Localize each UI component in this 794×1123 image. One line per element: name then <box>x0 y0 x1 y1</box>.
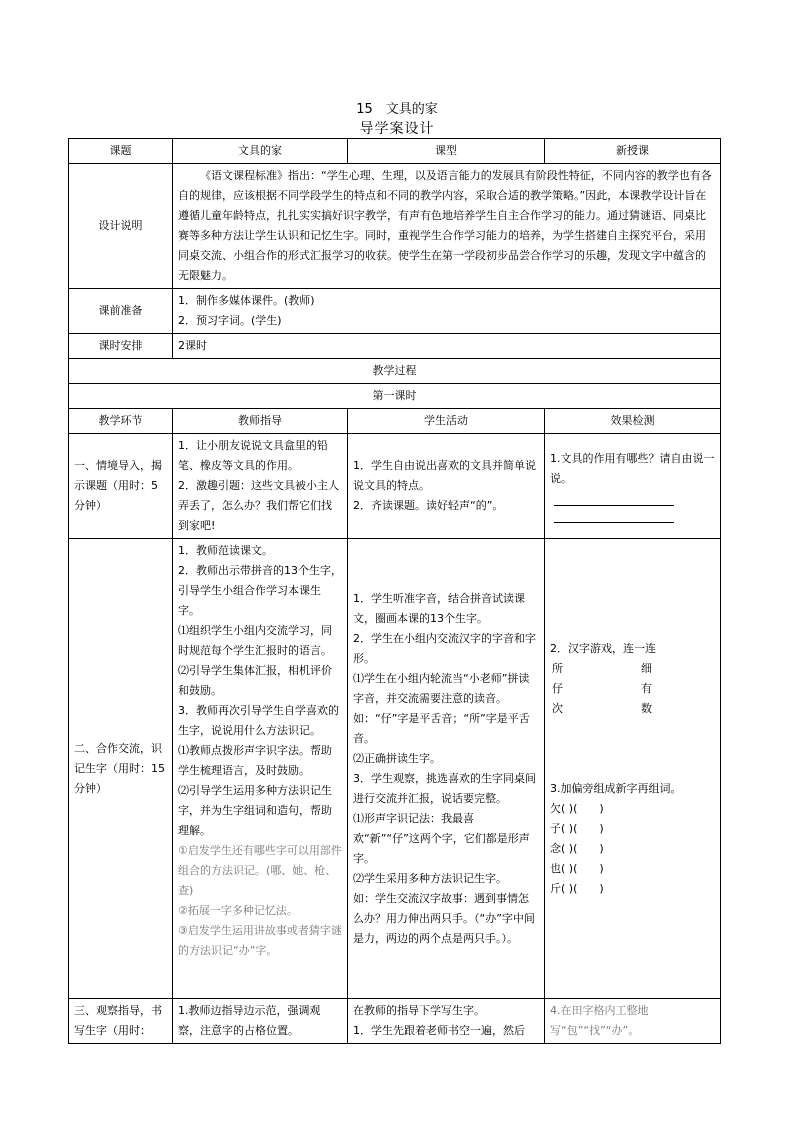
header-type-label: 课型 <box>348 139 545 164</box>
stage2-teacher <box>173 539 348 999</box>
process-title: 教学过程 <box>69 359 721 384</box>
matching-pair <box>550 699 652 719</box>
lesson1-title: 第一课时 <box>69 384 721 409</box>
prep-label: 课前准备 <box>69 289 173 334</box>
matching-pair <box>550 679 652 699</box>
stage3-row <box>69 999 721 1044</box>
match-right: 数 <box>641 701 652 715</box>
stage2-teacher-item: ②拓展一字多种记忆法。 <box>178 904 298 917</box>
match-left: 仔 <box>552 681 563 695</box>
stage2-student-item: 1．学生听准字音，结合拼音试读课文，圈画本课的13个生字。 <box>353 591 525 625</box>
lesson-plan-table <box>68 138 721 1044</box>
header-topic-label: 课题 <box>69 139 173 164</box>
stage2-student-item: ⑴形声字识记法：我最喜欢“新”“仔”这两个字，它们都是形声字。 <box>353 811 530 865</box>
stage1-label: 一、情境导入，揭示课题（用时：5分钟） <box>69 434 173 539</box>
lesson-subtitle: 导学案设计 <box>359 121 435 137</box>
match-left: 所 <box>552 661 563 675</box>
stage2-student-item: 如：学生交流汉字故事：遇到事情怎么办？用力伸出两只手。（“办”字中间是力，两边的两个点是两只手。）。 <box>353 891 535 945</box>
stage3-student-intro: 在教师的指导下学写生字。 <box>353 1004 485 1017</box>
stage1-student-item: 2．齐读课题。读好轻声“的”。 <box>353 499 504 512</box>
radical-exercise-title: 3.加偏旁组成新字再组词。 <box>550 781 682 795</box>
answer-line <box>554 497 674 506</box>
stage3-student <box>348 999 545 1044</box>
prep-items <box>173 289 721 334</box>
process-title-row <box>69 359 721 384</box>
column-header-row <box>69 409 721 434</box>
design-label: 设计说明 <box>69 164 173 289</box>
stage2-student-item: ⑴学生在小组内轮流当“小老师”拼读字音，并交流需要注意的读音。如：“仔”字是平舌音；“所”字是平舌音。 <box>353 671 530 745</box>
stage2-teacher-item: 1．教师范读课文。 <box>178 544 273 557</box>
col-stage: 教学环节 <box>69 409 173 434</box>
design-text: 《语文课程标准》指出：“学生心理、生理，以及语言能力的发展具有阶段性特征，不同内容的教学也有各自的规律，应该根据不同学段学生的特点和不同的教学内容，采取合适的教学策略。”因此，本课教学设计旨在遵循儿童年龄特点，扎扎实实搞好识字教学，有声有色地培养学生自主合作学习的能力。通过猜谜语、同桌比赛等多种方法让学生认识和记忆生字。同时，重视学生合作学习能力的培养，为学生搭建自主探究平台，采用同桌交流、小组合作的形式汇报学习的收获。使学生在第一学段初步品尝合作学习的乐趣，发现文字中蕴含的无限魅力。 <box>173 164 721 289</box>
stage2-teacher-item: ⑴教师点拨形声字识字法。帮助学生梳理语言，及时鼓励。 <box>178 744 332 777</box>
stage2-teacher-item: ⑵引导学生运用多种方法识记生字，并为生字组词和造句，帮助理解。 <box>178 784 332 837</box>
stage2-label: 二、合作交流，识记生字（用时：15分钟） <box>69 539 173 999</box>
matching-game-title: 2．汉字游戏，连一连 <box>550 641 656 655</box>
col-check: 效果检测 <box>545 409 721 434</box>
header-row <box>69 139 721 164</box>
lesson1-title-row <box>69 384 721 409</box>
radical-exercise-item: 欠( )( ) <box>550 801 604 815</box>
matching-pair <box>550 659 652 679</box>
stage2-student <box>348 539 545 999</box>
stage1-teacher <box>173 434 348 539</box>
stage1-student-item: 1．学生自由说出喜欢的文具并简单说说文具的特点。 <box>353 459 536 492</box>
header-topic-value: 文具的家 <box>173 139 348 164</box>
prep-row <box>69 289 721 334</box>
header-type-value: 新授课 <box>545 139 721 164</box>
stage2-check <box>545 539 721 999</box>
stage2-student-item: 3．学生观察，挑选喜欢的生字同桌间进行交流并汇报，说话要完整。 <box>353 771 536 805</box>
stage1-teacher-item: 2．激趣引题：这些文具被小主人弄丢了，怎么办？我们帮它们找到家吧! <box>178 479 339 532</box>
col-student: 学生活动 <box>348 409 545 434</box>
stage2-teacher-item: ③启发学生运用讲故事或者猜字谜的方法识记“办”字。 <box>178 924 342 957</box>
schedule-label: 课时安排 <box>69 334 173 359</box>
stage3-label: 三、观察指导，书写生字（用时： <box>69 999 173 1044</box>
stage2-teacher-item: ⑴组织学生小组内交流学习，同时规范每个学生汇报时的语言。 <box>178 624 332 657</box>
radical-exercise-item: 也( )( ) <box>550 861 604 875</box>
prep-item-1: 1．制作多媒体课件。(教师) <box>178 294 315 307</box>
match-left: 次 <box>552 701 563 715</box>
stage2-teacher-item: ⑵引导学生集体汇报，相机评价和鼓励。 <box>178 664 332 697</box>
schedule-value: 2课时 <box>173 334 721 359</box>
radical-exercise-item: 斤( )( ) <box>550 881 604 895</box>
stage2-teacher-item: 2．教师出示带拼音的13个生字，引导学生小组合作学习本课生字。 <box>178 564 342 617</box>
schedule-row <box>69 334 721 359</box>
prep-item-2: 2．预习字词。(学生) <box>178 314 282 327</box>
match-right: 细 <box>641 661 652 675</box>
radical-exercise-item: 念( )( ) <box>550 841 604 855</box>
stage1-check <box>545 434 721 539</box>
stage2-student-item: 2．学生在小组内交流汉字的字音和字形。 <box>353 631 536 665</box>
stage3-check: 4.在田字格内工整地写“包”“找”“办”。 <box>545 999 721 1044</box>
stage2-teacher-item: 3．教师再次引导学生自学喜欢的生字，说说用什么方法识记。 <box>178 704 339 737</box>
radical-exercise-item: 子( )( ) <box>550 821 604 835</box>
stage2-row <box>69 539 721 999</box>
design-row <box>69 164 721 289</box>
stage1-teacher-item: 1．让小朋友说说文具盒里的铅笔、橡皮等文具的作用。 <box>178 439 328 472</box>
stage1-check-question: 1.文具的作用有哪些？请自由说一说。 <box>550 452 715 485</box>
stage3-teacher: 1.教师边指导边示范，强调观察，注意字的占格位置。 <box>173 999 348 1044</box>
answer-line <box>554 514 674 523</box>
stage2-student-item: ⑵学生采用多种方法识记生字。 <box>353 871 507 885</box>
lesson-title: 15 文具的家 <box>356 102 438 117</box>
col-teacher: 教师指导 <box>173 409 348 434</box>
stage2-teacher-item: ①启发学生还有哪些字可以用部件组合的方法识记。(哪、她、枪、查) <box>178 844 342 897</box>
match-right: 有 <box>641 681 652 695</box>
spacer <box>550 719 715 779</box>
stage3-student-item: 1．学生先跟着老师书空一遍，然后 <box>353 1024 525 1037</box>
stage2-student-item: ⑵正确拼读生字。 <box>353 751 441 765</box>
stage1-student <box>348 434 545 539</box>
stage1-row <box>69 434 721 539</box>
